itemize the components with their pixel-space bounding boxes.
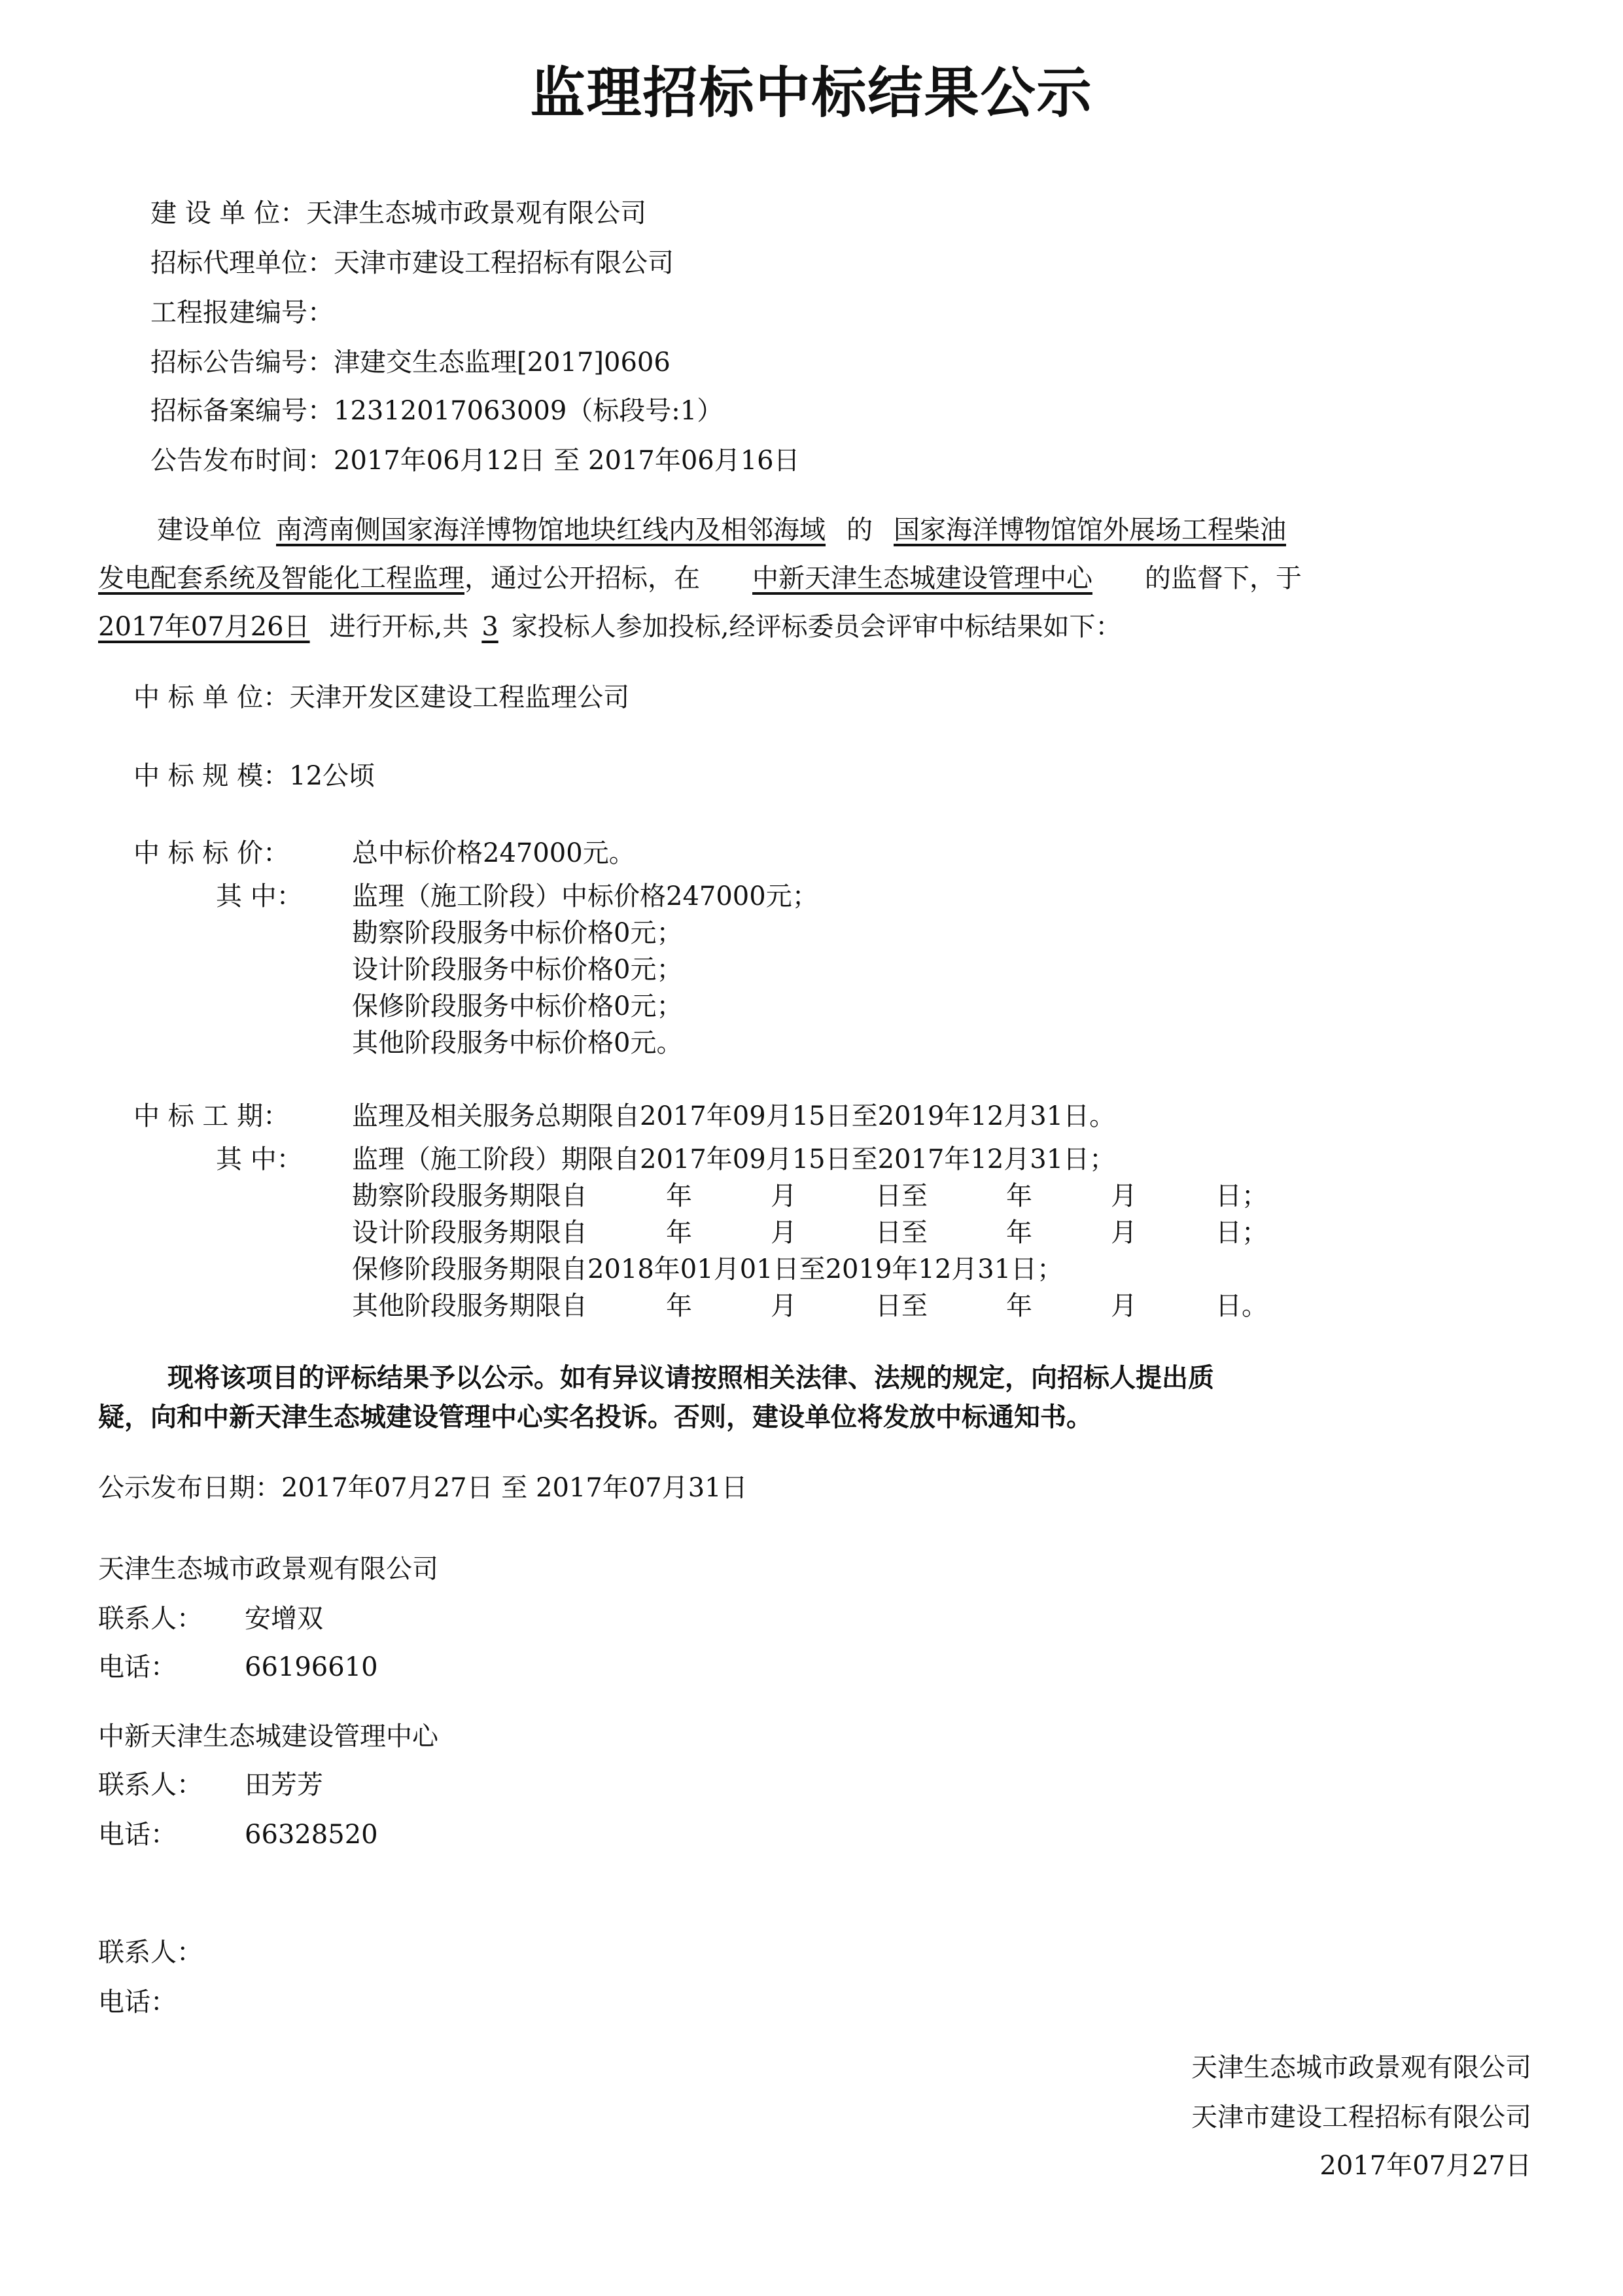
- period-item: 保修阶段服务期限自2018年01月01日至2019年12月31日；: [352, 1254, 1064, 1284]
- contact-person: 田芳芳: [245, 1770, 323, 1800]
- record-no-row: [150, 398, 723, 424]
- notice-line-1: 现将该项目的评标结果予以公示。如有异议请按照相关法律、法规的规定，向招标人提出质: [167, 1363, 1214, 1393]
- period-item: 监理（施工阶段）期限自2017年09月15日至2017年12月31日；: [352, 1144, 1116, 1174]
- agent-value: 天津市建设工程招标有限公司: [334, 248, 674, 278]
- period-sub-label: 其 中：: [216, 1144, 303, 1174]
- scale-label: 中 标 规 模：: [133, 761, 290, 791]
- intro-line-2: [98, 565, 1302, 592]
- period-total: 监理及相关服务总期限自2017年09月15日至2019年12月31日。: [352, 1101, 1116, 1131]
- intro-text: 的监督下，于: [1145, 563, 1302, 593]
- notice-line-2: 疑，向和中新天津生态城建设管理中心实名投诉。否则，建设单位将发放中标通知书。: [98, 1402, 1092, 1432]
- project-name-part-1: 国家海洋博物馆馆外展场工程柴油: [894, 515, 1286, 545]
- winner-label: 中 标 单 位：: [133, 682, 290, 713]
- signature-org-1: 天津生态城市政景观有限公司: [1191, 2053, 1531, 2083]
- scale-value: 12公顷: [289, 761, 375, 791]
- price-item: 勘察阶段服务中标价格0元；: [352, 918, 683, 948]
- agent-row: [150, 250, 674, 276]
- publish-time-value: 2017年06月12日 至 2017年06月16日: [334, 446, 800, 476]
- project-name-part-2: 发电配套系统及智能化工程监理: [98, 563, 464, 593]
- contact-org: 天津生态城市政景观有限公司: [98, 1554, 438, 1584]
- period-item: 设计阶段服务期限自 年 月 日至 年 月 日；: [352, 1218, 1268, 1248]
- notice-no-row: [150, 349, 671, 376]
- contact-phone: 66196610: [245, 1652, 378, 1682]
- signature-date: 2017年07月27日: [1319, 2151, 1531, 2181]
- price-sub-label: 其 中：: [216, 881, 303, 911]
- intro-text: 家投标人参加投标,经评标委员会评审中标结果如下：: [511, 612, 1122, 642]
- page-title: 监理招标中标结果公示: [530, 61, 1093, 125]
- scale-row: [133, 763, 375, 789]
- signature-org-2: 天津市建设工程招标有限公司: [1191, 2102, 1531, 2132]
- price-item: 设计阶段服务中标价格0元；: [352, 955, 683, 985]
- winner-row: [133, 684, 629, 711]
- contact-phone-label: 电话：: [98, 1987, 177, 2017]
- builder-value: 天津生态城市政景观有限公司: [306, 198, 647, 228]
- contact-person-label: 联系人：: [98, 1770, 203, 1800]
- notice-no-label: 招标公告编号：: [150, 347, 334, 378]
- open-date: 2017年07月26日: [98, 612, 310, 642]
- intro-line-1: [157, 517, 1286, 543]
- agent-label: 招标代理单位：: [150, 248, 334, 278]
- price-item: 监理（施工阶段）中标价格247000元；: [352, 881, 818, 911]
- intro-text: 建设单位: [157, 515, 262, 545]
- builder-row: [150, 200, 646, 226]
- publish-time-row: [150, 448, 800, 474]
- price-item: 保修阶段服务中标价格0元；: [352, 991, 683, 1021]
- intro-line-3: [98, 614, 1121, 640]
- price-total: 总中标价格247000元。: [352, 838, 635, 868]
- period-item: 其他阶段服务期限自 年 月 日至 年 月 日。: [352, 1291, 1268, 1321]
- supervisor-org: 中新天津生态城建设管理中心: [752, 563, 1092, 593]
- period-label: 中 标 工 期：: [133, 1101, 290, 1131]
- publicity-date: 公示发布日期：2017年07月27日 至 2017年07月31日: [98, 1473, 748, 1503]
- intro-text: 的: [846, 515, 873, 545]
- bidder-count: 3: [481, 612, 498, 642]
- winner-value: 天津开发区建设工程监理公司: [289, 682, 630, 713]
- publish-time-label: 公告发布时间：: [150, 446, 334, 476]
- builder-label: 建 设 单 位：: [150, 198, 307, 228]
- project-location: 南湾南侧国家海洋博物馆地块红线内及相邻海域: [276, 515, 826, 545]
- contact-phone: 66328520: [245, 1820, 378, 1850]
- contact-phone-label: 电话：: [98, 1652, 177, 1682]
- notice-no-value: 津建交生态监理[2017]0606: [334, 347, 671, 378]
- price-item: 其他阶段服务中标价格0元。: [352, 1028, 683, 1058]
- project-no-label: 工程报建编号：: [150, 298, 334, 328]
- intro-text: 进行开标,共: [329, 612, 469, 642]
- record-no-value: 12312017063009（标段号:1）: [334, 396, 724, 426]
- price-label: 中 标 标 价：: [133, 838, 290, 868]
- contact-person-label: 联系人：: [98, 1604, 203, 1634]
- period-item: 勘察阶段服务期限自 年 月 日至 年 月 日；: [352, 1181, 1268, 1211]
- intro-text: ，通过公开招标，在: [464, 563, 700, 593]
- contact-person-label: 联系人：: [98, 1937, 203, 1968]
- project-no-row: [150, 300, 334, 326]
- contact-person: 安增双: [245, 1604, 323, 1634]
- contact-phone-label: 电话：: [98, 1820, 177, 1850]
- contact-org: 中新天津生态城建设管理中心: [98, 1722, 438, 1752]
- record-no-label: 招标备案编号：: [150, 396, 334, 426]
